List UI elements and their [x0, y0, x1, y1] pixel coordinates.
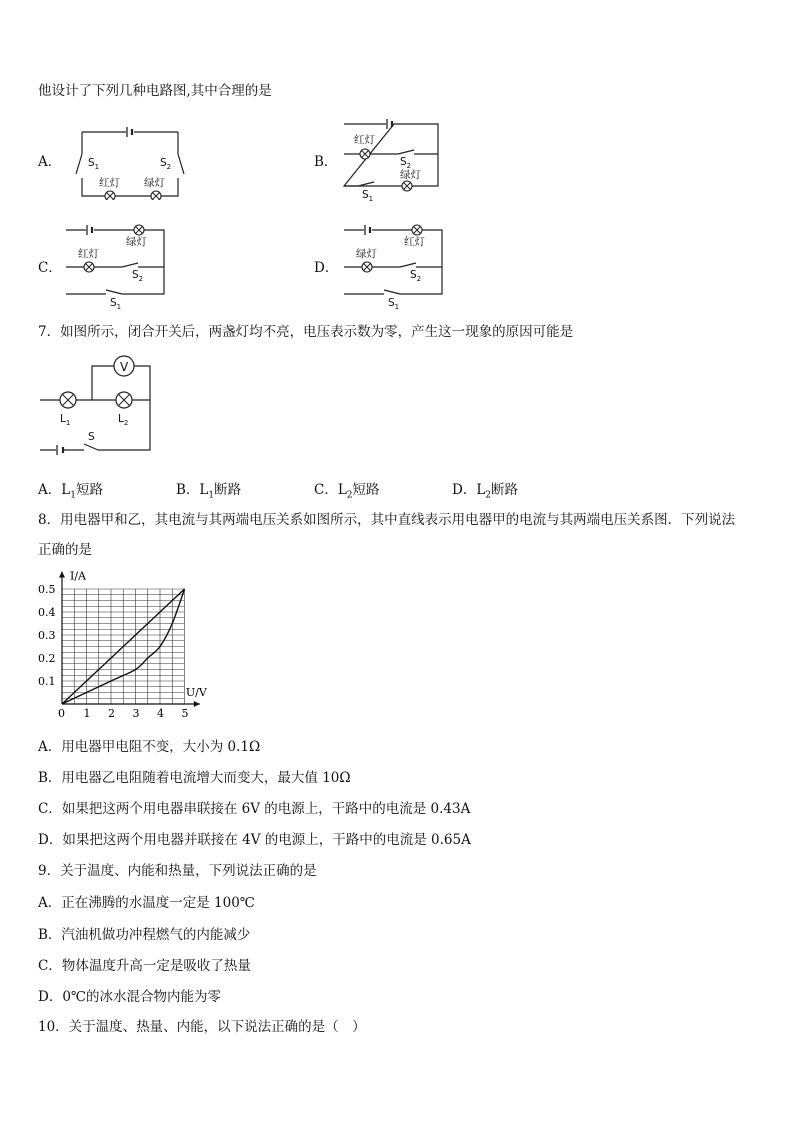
svg-text:红灯: 红灯 — [354, 134, 375, 146]
svg-text:S1: $S_1$ — [388, 297, 400, 310]
q7-stem: 7．如图所示，闭合开关后，两盏灯均不亮，电压表示数为零，产生这一现象的原因可能是 — [38, 324, 574, 340]
y-axis-arrow — [59, 572, 65, 578]
x-tick-label: 3 — [132, 707, 140, 720]
svg-text:红灯: 红灯 — [78, 248, 99, 260]
svg-text:绿灯: 绿灯 — [400, 169, 421, 181]
y-tick-label: 0.5 — [38, 583, 56, 596]
q10-stem: 10．关于温度、热量、内能，以下说法正确的是（ ） — [38, 1019, 366, 1035]
q8-option-b[interactable]: B．用电器乙电阻随着电流增大而变大，最大值 10Ω — [38, 770, 351, 786]
q7-option-c[interactable]: C．$L_2$短路 — [314, 482, 380, 501]
x-tick-label: 1 — [83, 707, 91, 720]
svg-text:V: V — [120, 360, 129, 374]
q6-option-b-label: B． — [314, 154, 338, 170]
x-tick-label: 2 — [108, 707, 115, 720]
circuit-c — [62, 222, 170, 310]
iu-chart — [36, 570, 232, 720]
circuit-d — [340, 222, 448, 310]
svg-text:S2: $S_2$ — [132, 269, 144, 283]
x-axis-label: U/V — [185, 686, 207, 699]
q9-option-c[interactable]: C．物体温度升高一定是吸收了热量 — [38, 958, 251, 974]
circuit-a-s2-label: $S_2$ — [160, 157, 172, 171]
x-tick-label: 4 — [157, 707, 164, 720]
y-tick-label: 0.4 — [38, 606, 56, 619]
x-axis-arrow — [194, 701, 200, 707]
y-tick-label: 0.2 — [38, 652, 56, 665]
svg-text:S1: $S_1$ — [110, 297, 122, 310]
x-tick-label: 5 — [181, 707, 189, 720]
svg-text:L1: $L_1$ — [60, 413, 71, 427]
y-tick-label: 0.1 — [38, 675, 56, 688]
svg-text:S: S — [88, 431, 95, 443]
q7-circuit — [36, 350, 156, 456]
q7-option-a[interactable]: A．$L_1$短路 — [38, 482, 103, 501]
q8-option-a[interactable]: A．用电器甲电阻不变，大小为 0.1Ω — [38, 739, 261, 755]
q8-option-c[interactable]: C．如果把这两个用电器串联接在 6V 的电源上，干路中的电流是 0.43A — [38, 801, 471, 817]
circuit-a — [72, 124, 188, 200]
q8-stem-line1: 8．用电器甲和乙，其电流与其两端电压关系如图所示，其中直线表示用电器甲的电流与其两端电压关系图．下列说法 — [38, 512, 736, 528]
q9-option-b[interactable]: B．汽油机做功冲程燃气的内能减少 — [38, 927, 251, 943]
q9-option-d[interactable]: D．0℃的冰水混合物内能为零 — [38, 989, 222, 1005]
origin-label: 0 — [58, 707, 65, 720]
q6-option-c-label: C． — [38, 260, 62, 276]
svg-text:L2: $L_2$ — [118, 413, 129, 427]
q6-option-d-label: D． — [314, 260, 339, 276]
q7-option-d[interactable]: D．$L_2$断路 — [452, 482, 519, 501]
circuit-a-lamp1-label: 红灯 — [99, 177, 120, 189]
svg-text:S2: $S_2$ — [400, 156, 412, 170]
svg-text:绿灯: 绿灯 — [356, 248, 377, 260]
q9-stem: 9．关于温度、内能和热量，下列说法正确的是 — [38, 863, 317, 879]
q6-option-a-label: A． — [38, 154, 62, 170]
y-tick-label: 0.3 — [38, 629, 56, 642]
q8-option-d[interactable]: D．如果把这两个用电器并联接在 4V 的电源上，干路中的电流是 0.65A — [38, 832, 471, 848]
q7-option-b[interactable]: B．$L_1$断路 — [176, 482, 242, 501]
intro-line: 他设计了下列几种电路图,其中合理的是 — [38, 83, 272, 99]
svg-text:S2: $S_2$ — [410, 269, 422, 283]
q8-stem-line2: 正确的是 — [38, 542, 92, 558]
svg-text:红灯: 红灯 — [404, 236, 425, 248]
svg-text:绿灯: 绿灯 — [126, 236, 147, 248]
circuit-b — [340, 116, 444, 204]
y-axis-label: I/A — [70, 570, 86, 583]
circuit-a-lamp2-label: 绿灯 — [144, 177, 165, 189]
circuit-a-s1-label: $S_1$ — [88, 157, 100, 171]
svg-text:S1: $S_1$ — [362, 189, 374, 203]
q9-option-a[interactable]: A．正在沸腾的水温度一定是 100℃ — [38, 895, 255, 911]
iu-chart-svg — [36, 570, 232, 720]
